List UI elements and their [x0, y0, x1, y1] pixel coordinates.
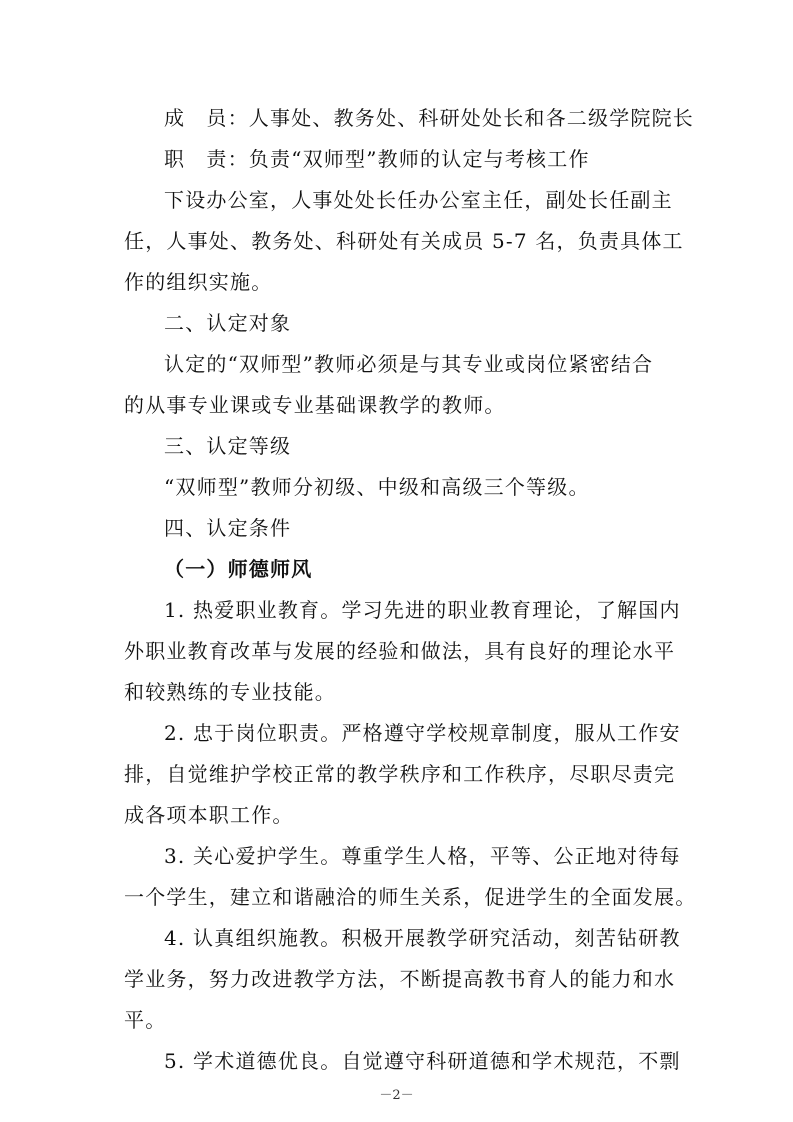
- paragraph-line: 4. 认真组织施教。积极开展教学研究活动，刻苦钻研教: [164, 926, 681, 950]
- paragraph-line: 成 员：人事处、教务处、科研处处长和各二级学院院长: [164, 106, 694, 130]
- paragraph-line: 排，自觉维护学校正常的教学秩序和工作秩序，尽职尽责完: [124, 762, 676, 786]
- page-number: －2－: [379, 1088, 414, 1103]
- paragraph-line: 和较熟练的专业技能。: [124, 680, 336, 704]
- paragraph-line: 任，人事处、教务处、科研处有关成员 5-7 名，负责具体工: [124, 229, 684, 253]
- paragraph-line: 职 责：负责“双师型”教师的认定与考核工作: [164, 147, 590, 171]
- paragraph-line: 学业务，努力改进教学方法，不断提高教书育人的能力和水: [124, 967, 676, 991]
- paragraph-line: 1. 热爱职业教育。学习先进的职业教育理论，了解国内: [164, 598, 681, 622]
- paragraph-line: 认定的“双师型”教师必须是与其专业或岗位紧密结合: [164, 352, 654, 376]
- paragraph-line: 外职业教育改革与发展的经验和做法，具有良好的理论水平: [124, 639, 676, 663]
- paragraph-line: 5. 学术道德优良。自觉遵守科研道德和学术规范，不剽: [164, 1049, 681, 1073]
- paragraph-line: 的从事专业课或专业基础课教学的教师。: [124, 393, 506, 417]
- section-heading: 三、认定等级: [164, 434, 292, 458]
- subsection-heading: （一）师德师风: [164, 557, 313, 581]
- paragraph-line: 下设办公室，人事处处长任办公室主任，副处长任副主: [164, 188, 673, 212]
- paragraph-line: 2. 忠于岗位职责。严格遵守学校规章制度，服从工作安: [164, 721, 681, 745]
- paragraph-line: 平。: [124, 1008, 167, 1032]
- paragraph-line: 3. 关心爱护学生。尊重学生人格，平等、公正地对待每: [164, 844, 681, 868]
- section-heading: 四、认定条件: [164, 516, 292, 540]
- paragraph-line: 成各项本职工作。: [124, 803, 294, 827]
- paragraph-line: 作的组织实施。: [124, 270, 273, 294]
- section-heading: 二、认定对象: [164, 311, 292, 335]
- paragraph-line: “双师型”教师分初级、中级和高级三个等级。: [164, 475, 590, 499]
- paragraph-line: 一个学生，建立和谐融洽的师生关系，促进学生的全面发展。: [124, 885, 697, 909]
